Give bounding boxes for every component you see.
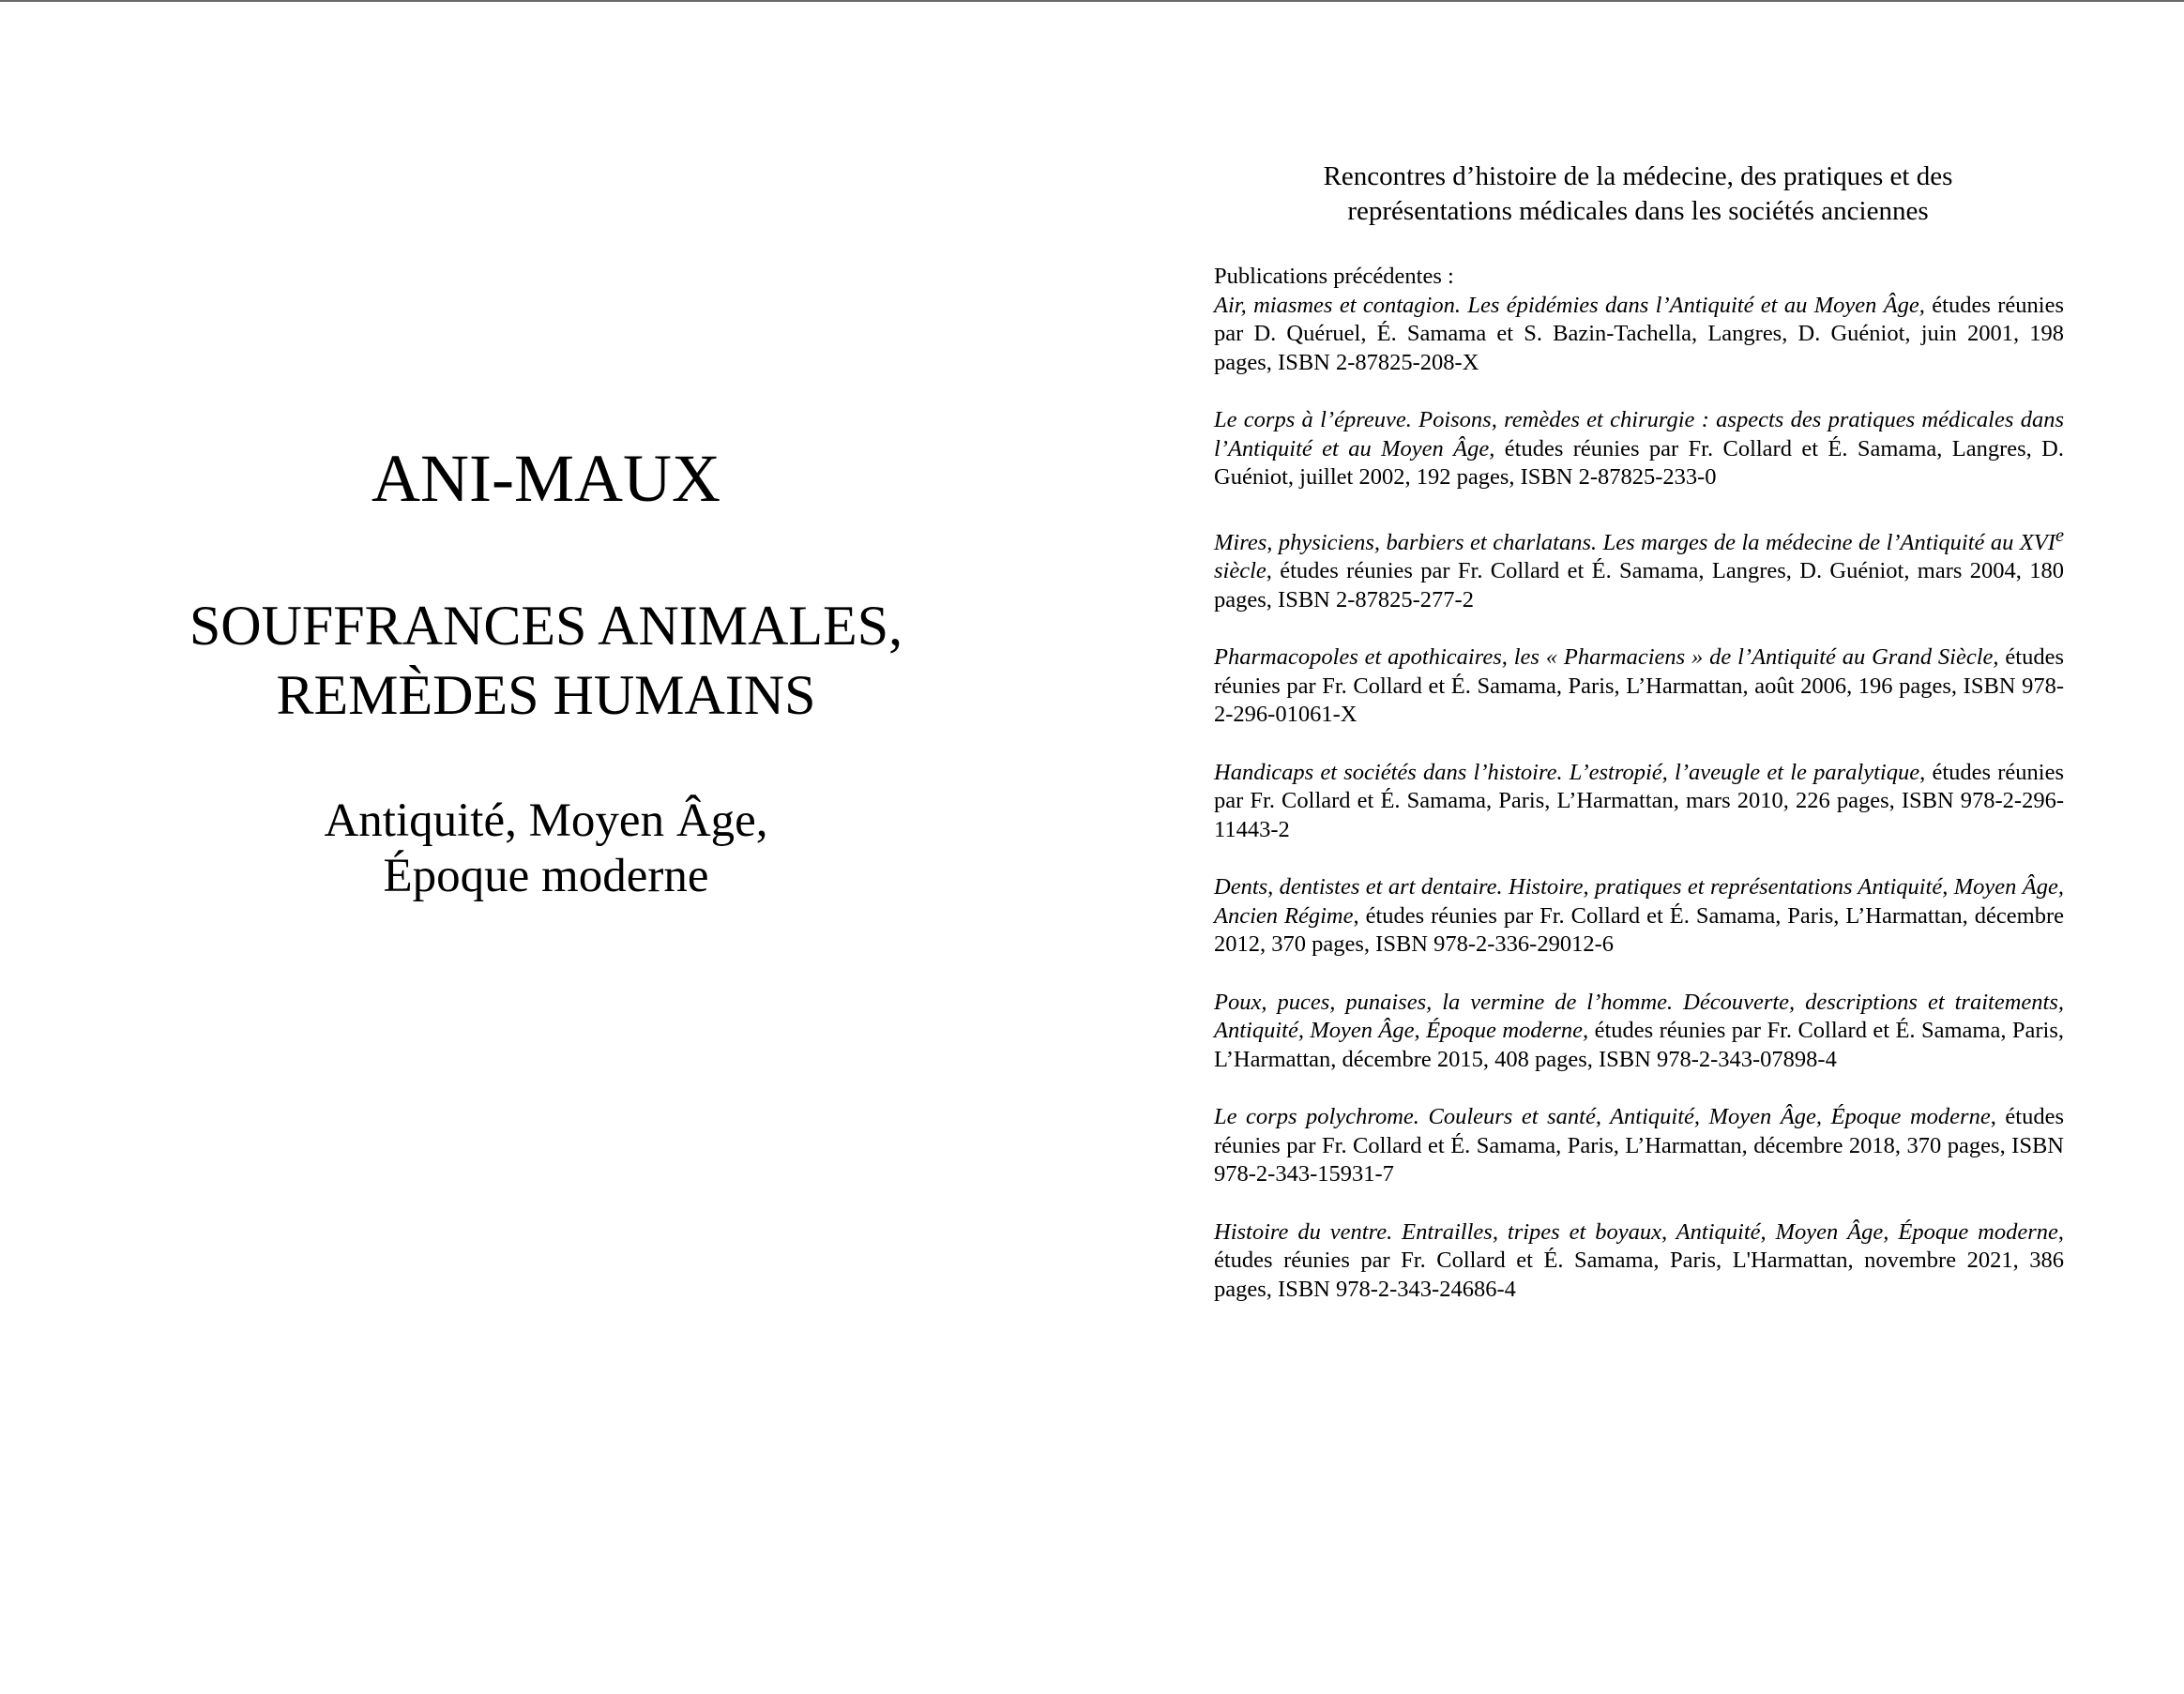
series-heading-line-2: représentations médicales dans les sociétés anciennes (1347, 196, 1929, 226)
publications-list (1214, 263, 2064, 1333)
publication-title: Le corps à l’épreuve. Poisons, remèdes et chirurgie : aspects des pratiques médicales dans l’Antiquité et au Moyen Âge, (1214, 407, 2064, 461)
previous-publications-label: Publications précédentes : (1214, 264, 1454, 289)
period-line-1: Antiquité, Moyen Âge, (324, 794, 768, 847)
publication-details: , études réunies par Fr. Collard et É. Samama, Paris, L’Harmattan, décembre 2012, 370 pages, ISBN 978-2-336-29012-6 (1214, 902, 2064, 958)
book-title: ANI-MAUX (372, 441, 720, 516)
subtitle-line-2: REMÈDES HUMAINS (276, 664, 816, 726)
publication-details: , études réunies par Fr. Collard et É. Samama, Paris, L’Harmattan, décembre 2018, 370 pages, ISBN 978-2-343-15931-7 (1214, 1104, 2064, 1187)
publication-details: , études réunies par Fr. Collard et É. Samama, Langres, D. Guéniot, mars 2004, 180 pages, ISBN 2-87825-277-2 (1214, 558, 2064, 613)
publication-title: Le corps polychrome. Couleurs et santé, Antiquité, Moyen Âge, Époque moderne (1214, 1104, 1991, 1130)
publication-title: Dents, dentistes et art dentaire. Histoire, pratiques et représentations Antiquité, Moyen Âge, Ancien Régime (1214, 874, 2064, 929)
series-heading-line-1: Rencontres d’histoire de la médecine, des pratiques et des (1323, 161, 1953, 191)
publication-details: études réunies par D. Quéruel, É. Samama et S. Bazin-Tachella, Langres, D. Guéniot, juin 2001, 198 pages, ISBN 2-87825-208-X (1214, 292, 2064, 375)
publication-entry (1214, 643, 2064, 730)
publication-entry (1214, 292, 2064, 378)
publication-details: études réunies par Fr. Collard et É. Samama, Paris, L’Harmattan, août 2006, 196 pages, ISBN 978-2-296-01061-X (1214, 644, 2064, 728)
publication-title: Histoire du ventre. Entrailles, tripes et boyaux, Antiquité, Moyen Âge, Époque moderne (1214, 1218, 2058, 1245)
superscript-e: e (2055, 524, 2064, 546)
subtitle-line-1: SOUFFRANCES ANIMALES, (189, 595, 903, 657)
publication-title: Pharmacopoles et apothicaires, les « Pharmaciens » de l’Antiquité au Grand Siècle, (1214, 644, 1999, 671)
publication-title: Handicaps et sociétés dans l’histoire. L’estropié, l’aveugle et le paralytique (1214, 759, 1920, 785)
publication-title-part: Mires, physiciens, barbiers et charlatans. Les marges de la médecine de l’Antiquité au XVI (1214, 529, 2055, 555)
publication-entry (1214, 873, 2064, 960)
publication-entry (1214, 989, 2064, 1075)
publication-details: , études réunies par Fr. Collard et É. Samama, Paris, L'Harmattan, novembre 2021, 386 pages, ISBN 978-2-343-24686-4 (1214, 1218, 2064, 1302)
publication-details: études réunies par Fr. Collard et É. Samama, Paris, L’Harmattan, décembre 2015, 408 pages, ISBN 978-2-343-07898-4 (1214, 1018, 2064, 1072)
book-subtitle (0, 591, 1092, 730)
right-page-series-list (1092, 0, 2184, 1694)
book-period (0, 794, 1092, 904)
publication-entry (1214, 406, 2064, 492)
publication-title-end: siècle (1214, 558, 1266, 584)
publication-entry (1214, 522, 2064, 615)
publication-entry (1214, 759, 2064, 845)
publication-title: Air, miasmes et contagion. Les épidémies dans l’Antiquité et au Moyen Âge, (1214, 292, 1925, 318)
series-heading (1092, 159, 2184, 229)
publication-details: études réunies par Fr. Collard et É. Samama, Langres, D. Guéniot, juillet 2002, 192 pages, ISBN 2-87825-233-0 (1214, 435, 2064, 490)
publication-title: Poux, puces, punaises, la vermine de l’homme. Découverte, descriptions et traitements, Antiquité, Moyen Âge, Époque moderne, (1214, 989, 2064, 1044)
publication-entry (1214, 1218, 2064, 1305)
publication-entry (1214, 1103, 2064, 1189)
period-line-2: Époque moderne (383, 850, 709, 902)
publication-details: , études réunies par Fr. Collard et É. Samama, Paris, L’Harmattan, mars 2010, 226 pages, ISBN 978-2-296-11443-2 (1214, 759, 2064, 842)
